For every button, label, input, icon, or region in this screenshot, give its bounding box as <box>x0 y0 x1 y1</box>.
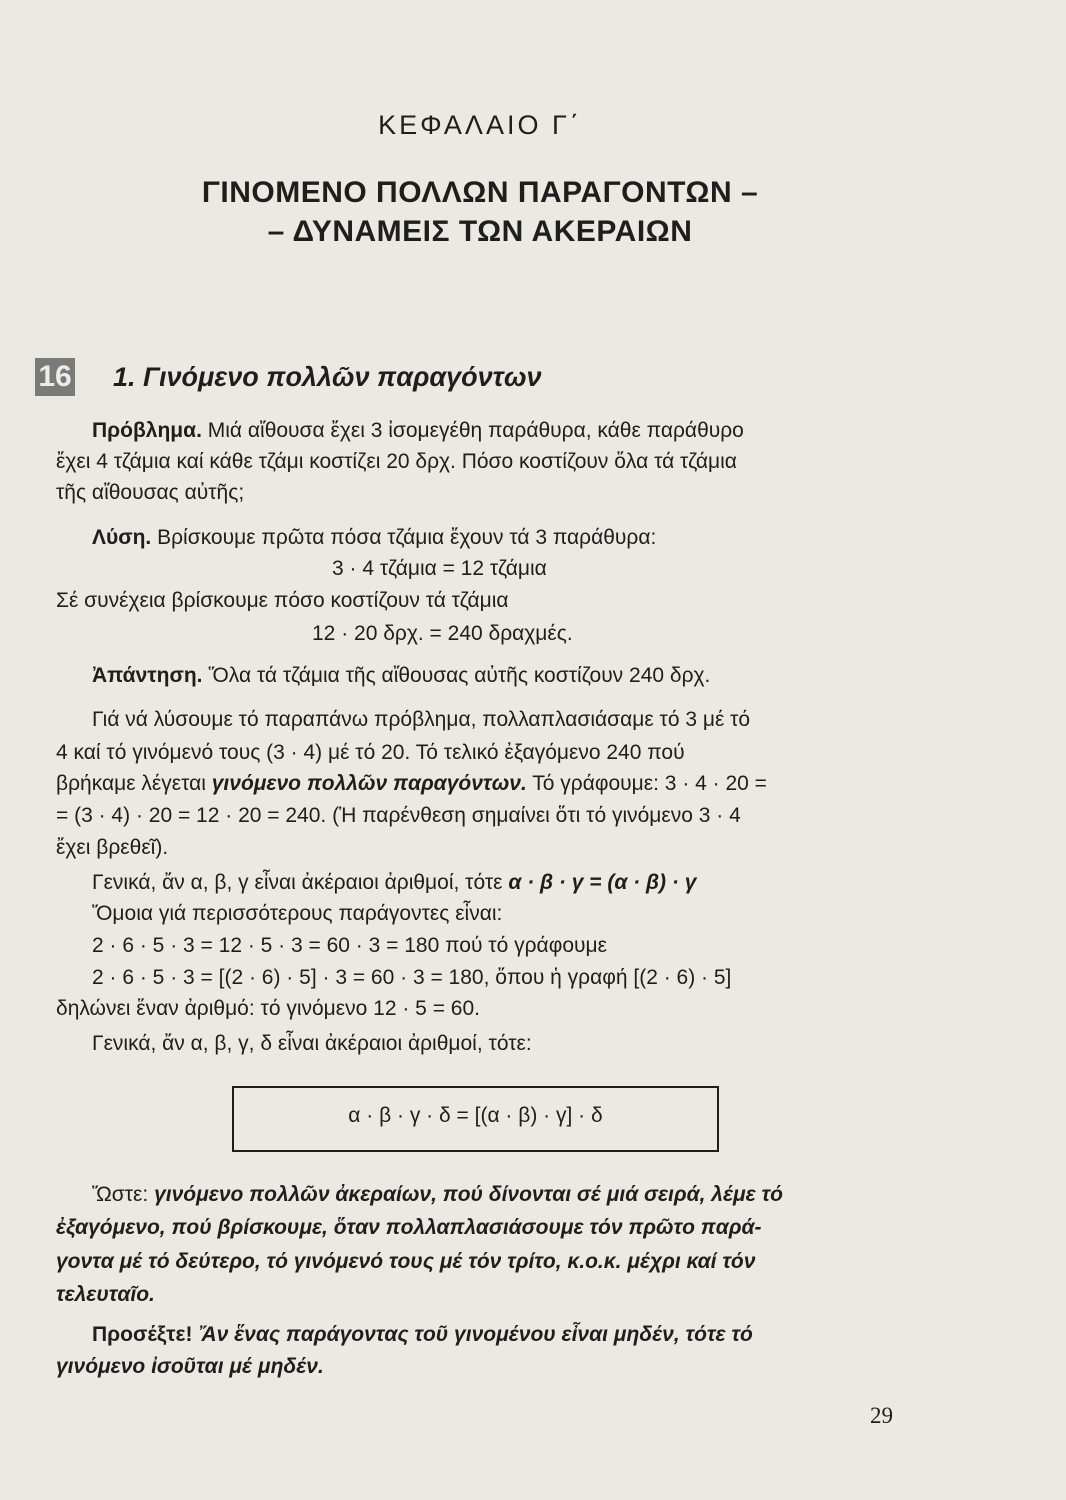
note-label: Προσέξτε! <box>92 1323 193 1346</box>
conclusion-line-1 <box>92 1182 783 1208</box>
conclusion-lead: Ὥστε: <box>92 1183 155 1206</box>
problem-line-2: ἔχει 4 τζάμια καί κάθε τζάμι κοστίζει 20 δρχ. Πόσο κοστίζουν ὅλα τά τζάμια <box>56 450 737 473</box>
chapter-heading: ΚΕΦΑΛΑΙΟ Γ΄ <box>378 110 582 140</box>
para1-line-3-pre: βρήκαμε λέγεται <box>56 772 212 795</box>
problem-line-1 <box>92 418 744 444</box>
answer-text: Ὅλα τά τζάμια τῆς αἴθουσας αὐτῆς κοστίζουν 240 δρχ. <box>208 664 711 687</box>
similar-line-2: 2 · 6 · 5 · 3 = 12 · 5 · 3 = 60 · 3 = 180 πού τό γράφουμε <box>92 934 607 957</box>
page-number: 29 <box>870 1403 893 1428</box>
solution-text-1: Βρίσκουμε πρῶτα πόσα τζάμια ἔχουν τά 3 παράθυρα: <box>157 526 657 549</box>
chapter-title-line-1: ΓΙΝΟΜΕΝΟ ΠΟΛΛΩΝ ΠΑΡΑΓΟΝΤΩΝ – <box>201 176 759 209</box>
general-statement-2: Γενικά, ἄν α, β, γ, δ εἶναι ἀκέραιοι ἀριθμοί, τότε: <box>92 1032 532 1055</box>
answer-line <box>92 663 710 689</box>
general-statement-1-formula: α · β · γ = (α · β) · γ <box>508 871 697 894</box>
general-statement-1 <box>92 870 696 896</box>
boxed-formula: α · β · γ · δ = [(α · β) · γ] · δ <box>348 1104 603 1127</box>
problem-label: Πρόβλημα. <box>92 419 202 442</box>
answer-label: Ἀπάντηση. <box>92 664 203 687</box>
note-line-1 <box>92 1322 753 1348</box>
para1-line-5: ἔχει βρεθεῖ). <box>56 836 169 859</box>
para1-line-1: Γιά νά λύσουμε τό παραπάνω πρόβλημα, πολλαπλασιάσαμε τό 3 μέ τό <box>92 708 751 731</box>
solution-line-1 <box>92 525 656 551</box>
general-statement-1-text: Γενικά, ἄν α, β, γ εἶναι ἀκέραιοι ἀριθμοί, τότε <box>92 871 509 894</box>
para1-line-3 <box>56 771 767 797</box>
para1-line-2: 4 καί τό γινόμενό τους (3 · 4) μέ τό 20. Τό τελικό ἐξαγόμενο 240 πού <box>56 741 685 764</box>
solution-label: Λύση. <box>92 526 152 549</box>
section-number-badge: 16 <box>35 358 75 396</box>
conclusion-line-3: γοντα μέ τό δεύτερο, τό γινόμενό τους μέ τόν τρίτο, κ.ο.κ. μέχρι καί τόν <box>56 1250 756 1273</box>
para1-line-4: = (3 · 4) · 20 = 12 · 20 = 240. (Ἡ παρένθεση σημαίνει ὅτι τό γινόμενο 3 · 4 <box>56 804 741 827</box>
section-title: 1. Γινόμενο πολλῶν παραγόντων <box>113 362 542 392</box>
conclusion-text-1: γινόμενο πολλῶν ἀκεραίων, πού δίνονται σέ μιά σειρά, λέμε τό <box>154 1183 783 1206</box>
problem-text-1: Μιά αἴθουσα ἔχει 3 ἰσομεγέθη παράθυρα, κάθε παράθυρο <box>207 419 744 442</box>
para1-line-3-post: Τό γράφουμε: 3 · 4 · 20 = <box>526 772 767 795</box>
similar-line-1: Ὅμοια γιά περισσότερους παράγοντες εἶναι: <box>92 902 503 925</box>
note-line-2: γινόμενο ἰσοῦται μέ μηδέν. <box>56 1355 324 1378</box>
similar-line-3: 2 · 6 · 5 · 3 = [(2 · 6) · 5] · 3 = 60 · 3 = 180, ὅπου ἡ γραφή [(2 · 6) · 5] <box>92 966 732 989</box>
solution-line-2: Σέ συνέχεια βρίσκουμε πόσο κοστίζουν τά τζάμια <box>56 589 509 612</box>
note-text-1: Ἄν ἕνας παράγοντας τοῦ γινομένου εἶναι μηδέν, τότε τό <box>198 1323 753 1346</box>
conclusion-line-2: ἐξαγόμενο, πού βρίσκουμε, ὅταν πολλαπλασιάσουμε τόν πρῶτο παρά- <box>56 1216 762 1239</box>
solution-calc-2: 12 · 20 δρχ. = 240 δραχμές. <box>312 622 573 645</box>
term-product-of-many-factors: γινόμενο πολλῶν παραγόντων. <box>211 772 527 795</box>
conclusion-line-4: τελευταῖο. <box>56 1283 155 1306</box>
similar-line-4: δηλώνει ἕναν ἀριθμό: τό γινόμενο 12 · 5 = 60. <box>56 997 480 1020</box>
problem-line-3: τῆς αἴθουσας αὐτῆς; <box>56 481 245 504</box>
solution-calc-1: 3 · 4 τζάμια = 12 τζάμια <box>332 557 547 580</box>
chapter-title-line-2: – ΔΥΝΑΜΕΙΣ ΤΩΝ ΑΚΕΡΑΙΩΝ <box>267 215 693 248</box>
